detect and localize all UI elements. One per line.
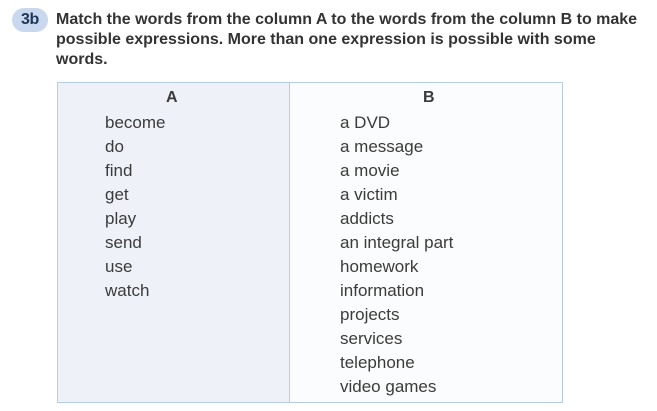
column-a (58, 83, 290, 402)
column-b-item: telephone (340, 353, 415, 372)
column-b-item: addicts (340, 209, 394, 228)
column-b-list (340, 111, 453, 399)
column-a-item: send (105, 233, 142, 252)
column-b-item: information (340, 281, 425, 300)
column-b-item: projects (340, 305, 400, 324)
column-a-item: play (105, 209, 137, 228)
column-b (290, 83, 562, 402)
column-a-list (105, 111, 165, 303)
column-b-item: a victim (340, 185, 398, 204)
column-b-item: homework (340, 257, 419, 276)
column-b-item: a movie (340, 161, 400, 180)
column-a-item: watch (105, 281, 150, 300)
column-b-item: a message (340, 137, 424, 156)
column-b-item: an integral part (340, 233, 454, 252)
column-a-header: A (166, 89, 178, 106)
column-b-item: a DVD (340, 113, 391, 132)
column-b-header: B (423, 89, 435, 106)
column-a-item: find (105, 161, 133, 180)
exercise-instructions: Match the words from the column A to the words from the column B to make possible expressions. More than one expression is possible with some words. (56, 11, 638, 68)
column-a-item: use (105, 257, 133, 276)
column-b-item: services (340, 329, 403, 348)
column-b-item: video games (340, 377, 437, 396)
matching-table (57, 82, 563, 403)
column-a-item: do (105, 137, 124, 156)
exercise-number-badge: 3b (12, 8, 48, 32)
column-a-item: become (105, 113, 166, 132)
column-a-item: get (105, 185, 129, 204)
